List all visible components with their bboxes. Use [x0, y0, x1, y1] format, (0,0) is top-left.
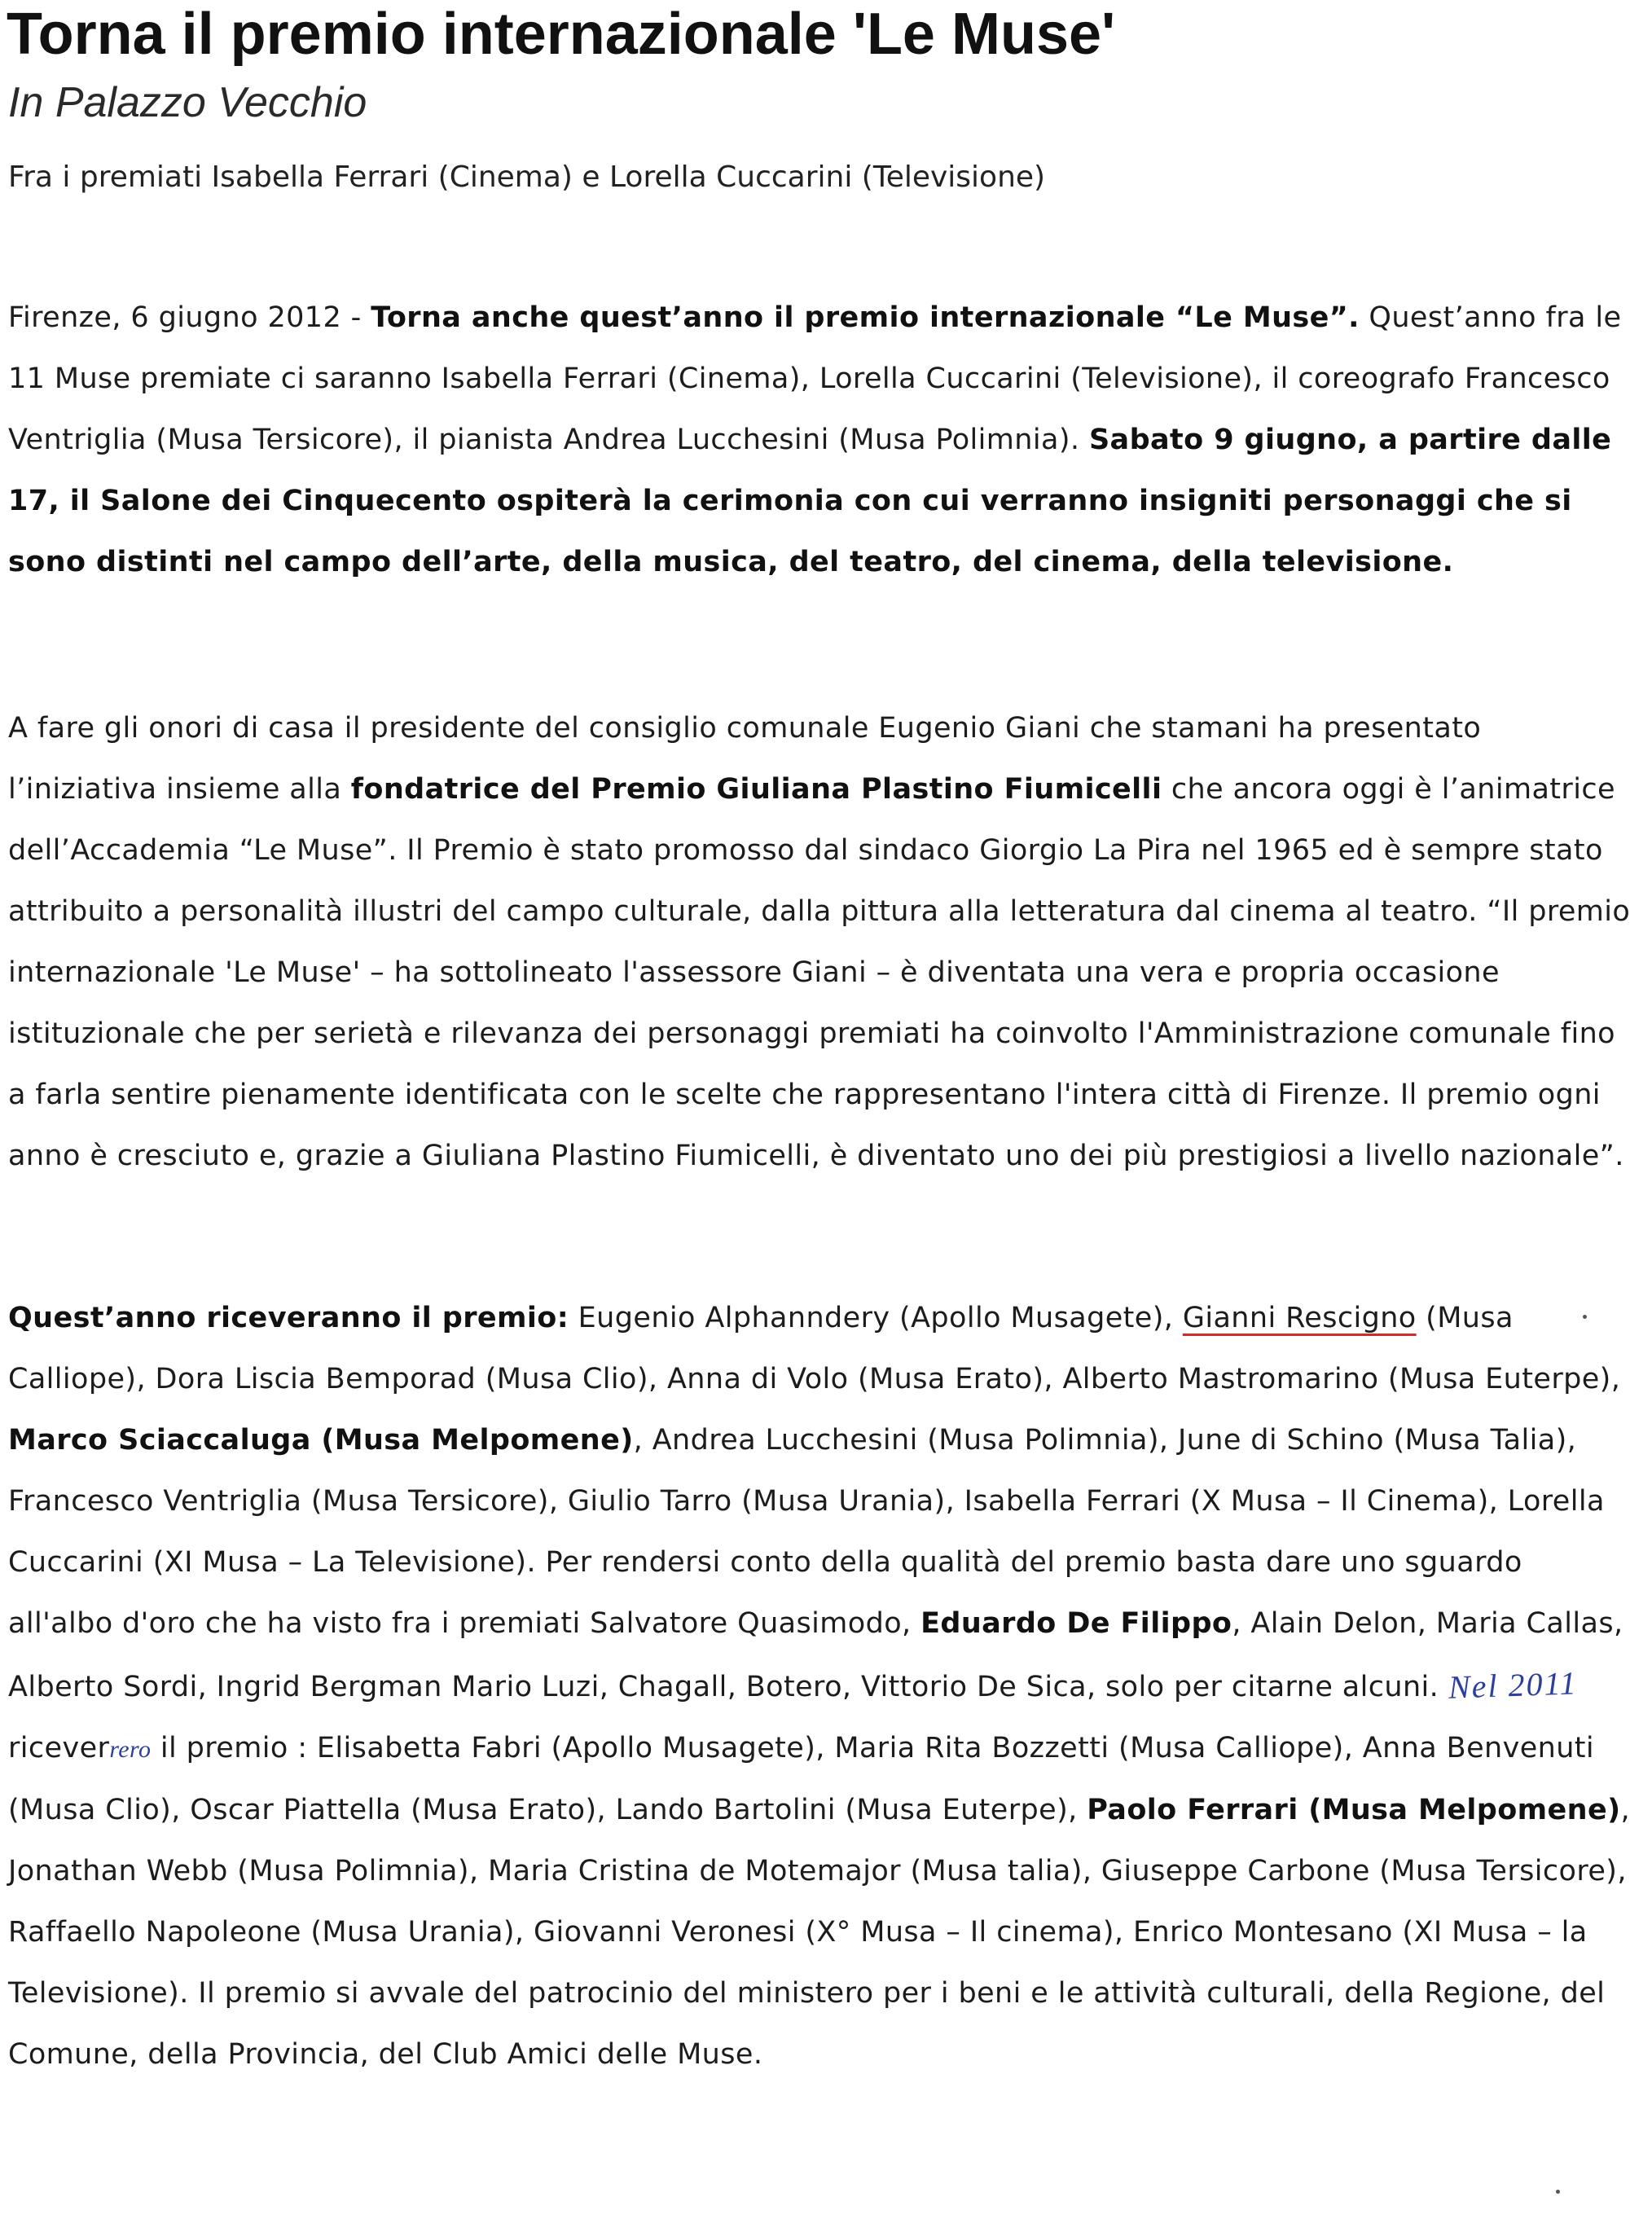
winners-text-6: il premio : Elisabetta Fabri (Apollo Musagete), Maria Rita Bozzetti (Musa Calliope), Anna Benvenuti (Musa Clio), Oscar Piattella (Musa Erato), Lando Bartolini (Musa Euterpe), [8, 1732, 1595, 1826]
founder-bold: fondatrice del Premio Giuliana Plastino Fiumicelli [350, 773, 1162, 806]
winners-text-5: ricever [8, 1732, 110, 1764]
lead-bold: Torna anche quest’anno il premio internazionale “Le Muse”. [371, 301, 1360, 334]
winners-heading-bold: Quest’anno riceveranno il premio: [8, 1302, 569, 1334]
ceremony-bold: Sabato 9 giugno, a partire dalle 17, il Salone dei Cinquecento ospiterà la cerimonia con cui verranno insigniti personaggi che si sono distinti nel campo dell’arte, della musica, del teatro, del cinema, della televisione. [8, 424, 1612, 578]
paragraph-hosts [8, 698, 1633, 1187]
intro-text: Quest’anno fra le 11 Muse premiate ci saranno Isabella Ferrari (Cinema), Lorella Cuccarini (Televisione), il coreografo Francesco Ventriglia (Musa Tersicore), il pianista Andrea Lucchesini (Musa Polimnia). [8, 301, 1622, 456]
de-filippo-bold: Eduardo De Filippo [920, 1607, 1232, 1640]
hosts-text-2: che ancora oggi è l’animatrice dell’Accademia “Le Muse”. Il Premio è stato promosso dal sindaco Giorgio La Pira nel 1965 ed è sempre stato attribuito a personalità illustri del campo culturale, dalla pittura alla letteratura dal cinema al teatro. “Il premio internazionale 'Le Muse' – ha sottolineato l'assessore Giani – è diventata una vera e propria occasione istituzionale che per serietà e rilevanza dei personaggi premiati ha coinvolto l'Amministrazione comunale fino a farla sentire pienamente identificata con le scelte che rappresentano l'intera città di Firenze. Il premio ogni anno è cresciuto e, grazie a Giuliana Plastino Fiumicelli, è diventato uno dei più prestigiosi a livello nazionale”. [8, 773, 1631, 1172]
winners-text-4: , Alain Delon, Maria Callas, Alberto Sordi, Ingrid Bergman Mario Luzi, Chagall, Botero, Vittorio De Sica, solo per citarne alcuni. [8, 1607, 1623, 1703]
handwritten-correction: rero [109, 1736, 152, 1763]
article-kicker: Fra i premiati Isabella Ferrari (Cinema) e Lorella Cuccarini (Televisione) [8, 160, 1046, 194]
paragraph-winners [8, 1288, 1633, 2085]
winners-text-1: Eugenio Alphanndery (Apollo Musagete), [569, 1302, 1183, 1334]
dateline: Firenze, 6 giugno 2012 - [8, 301, 371, 334]
article-subtitle: In Palazzo Vecchio [8, 79, 367, 126]
scan-speck [1583, 1315, 1587, 1319]
paolo-ferrari-bold: Paolo Ferrari (Musa Melpomene) [1087, 1794, 1621, 1826]
winners-text-2: (Musa Calliope), Dora Liscia Bemporad (Musa Clio), Anna di Volo (Musa Erato), Alberto Mastromarino (Musa Euterpe), [8, 1302, 1621, 1395]
underlined-name: Gianni Rescigno [1182, 1302, 1417, 1334]
hosts-text-1: A fare gli onori di casa il presidente del consiglio comunale Eugenio Giani che stamani ha presentato l’iniziativa insieme alla [8, 712, 1482, 806]
melpomene-bold: Marco Sciaccaluga (Musa Melpomene) [8, 1424, 634, 1457]
paragraph-intro [8, 288, 1633, 593]
article-title: Torna il premio internazionale 'Le Muse' [7, 2, 1116, 67]
scan-speck [1556, 2190, 1560, 2194]
handwritten-note: Nel 2011 [1447, 1664, 1579, 1706]
winners-text-7: , Jonathan Webb (Musa Polimnia), Maria Cristina de Motemajor (Musa talia), Giuseppe Carbone (Musa Tersicore), Raffaello Napoleone (Musa Urania), Giovanni Veronesi (X° Musa – Il cinema), Enrico Montesano (XI Musa – la Televisione). Il premio si avvale del patrocinio del ministero per i beni e le attività culturali, della Regione, del Comune, della Provincia, del Club Amici delle Muse. [8, 1794, 1631, 2071]
winners-text-3: , Andrea Lucchesini (Musa Polimnia), June di Schino (Musa Talia), Francesco Ventriglia (Musa Tersicore), Giulio Tarro (Musa Urania), Isabella Ferrari (X Musa – Il Cinema), Lorella Cuccarini (XI Musa – La Televisione). Per rendersi conto della qualità del premio basta dare uno sguardo all'albo d'oro che ha visto fra i premiati Salvatore Quasimodo, [8, 1424, 1605, 1640]
